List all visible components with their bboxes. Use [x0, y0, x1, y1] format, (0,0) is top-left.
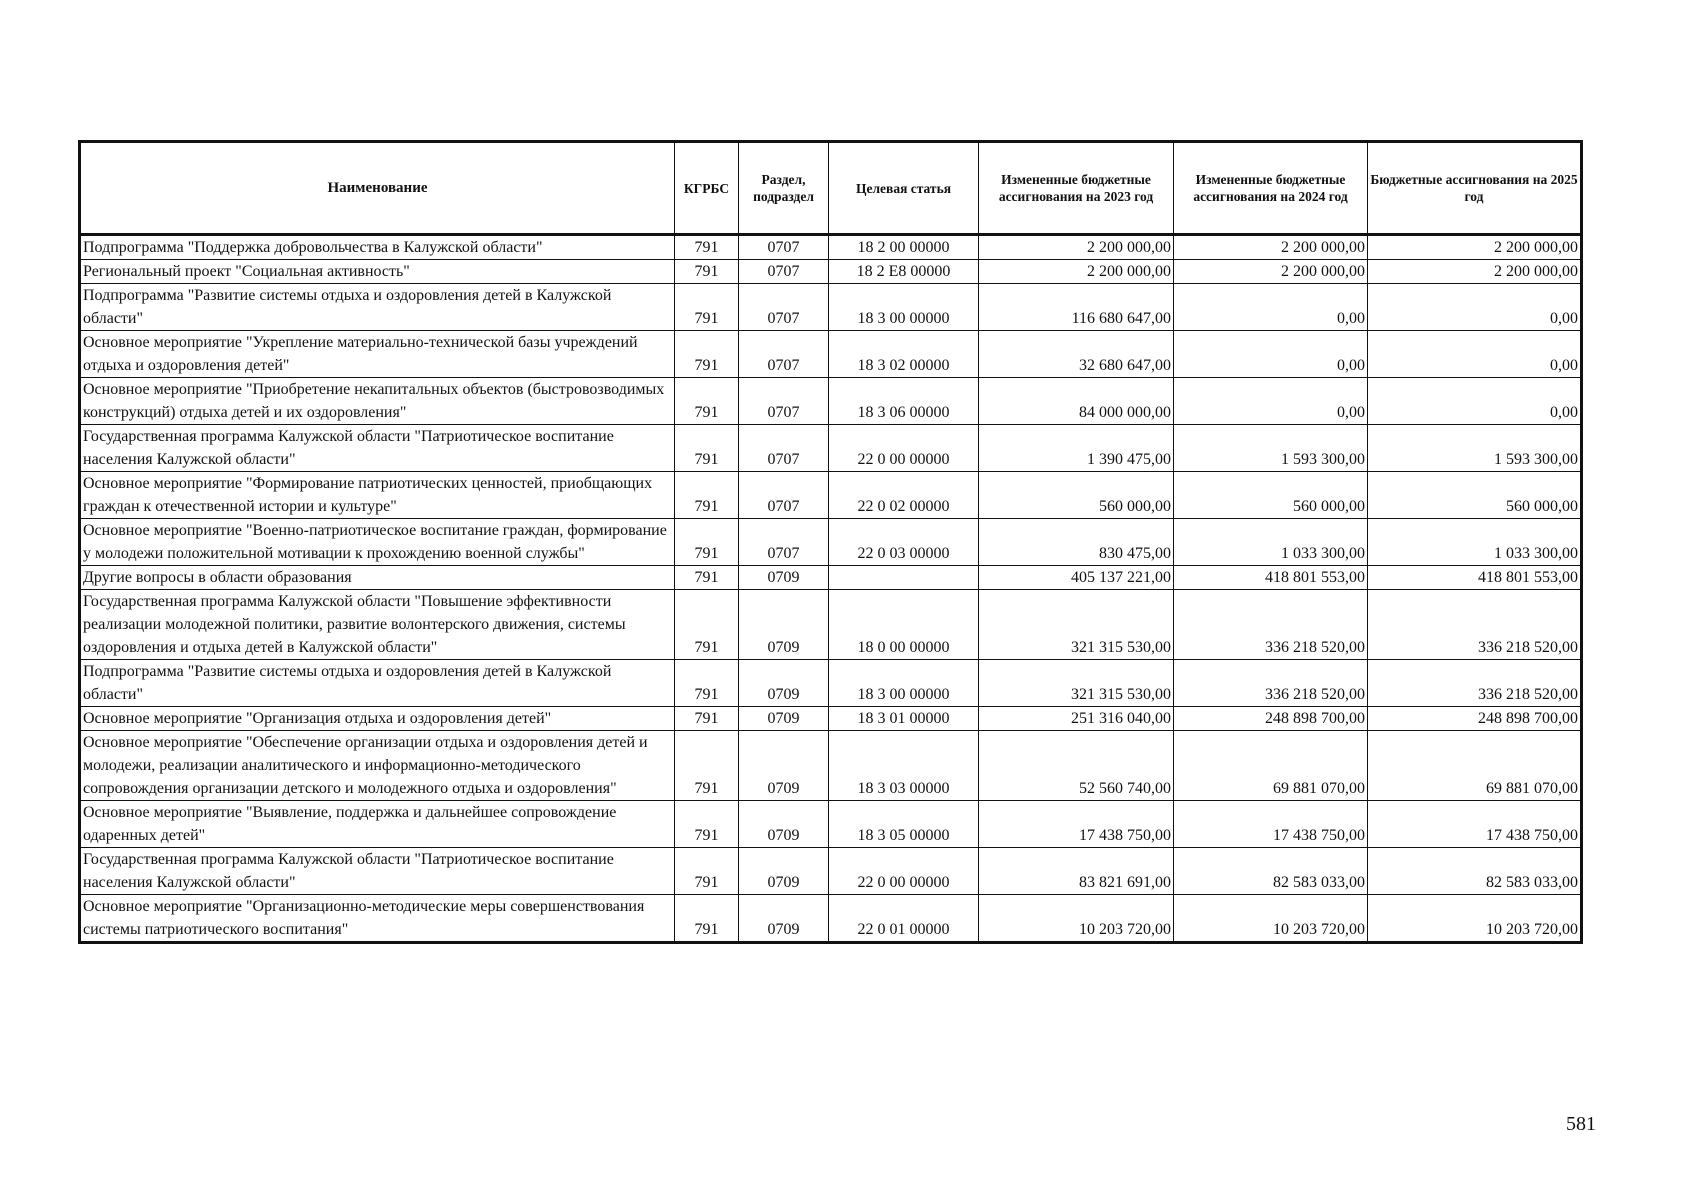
cell-name: Основное мероприятие "Укрепление материально-технической базы учреждений отдыха и оздоровления детей": [80, 331, 675, 378]
cell-target: 22 0 00 00000: [829, 425, 979, 472]
cell-target: 18 2 00 00000: [829, 235, 979, 260]
cell-2024: 0,00: [1174, 378, 1368, 425]
cell-2024: 248 898 700,00: [1174, 707, 1368, 731]
cell-2024: 336 218 520,00: [1174, 590, 1368, 660]
header-2024: Измененные бюджетные ассигнования на 2024 год: [1174, 142, 1368, 235]
cell-target: 18 3 00 00000: [829, 284, 979, 331]
cell-target: 22 0 03 00000: [829, 519, 979, 566]
cell-section: 0707: [739, 284, 829, 331]
cell-section: 0709: [739, 801, 829, 848]
cell-2023: 17 438 750,00: [979, 801, 1174, 848]
cell-2025: 17 438 750,00: [1368, 801, 1582, 848]
cell-kgrbs: 791: [675, 590, 739, 660]
cell-2024: 10 203 720,00: [1174, 895, 1368, 943]
table-row: [80, 284, 1582, 331]
cell-kgrbs: 791: [675, 378, 739, 425]
cell-target: 18 0 00 00000: [829, 590, 979, 660]
cell-section: 0707: [739, 331, 829, 378]
cell-2023: 2 200 000,00: [979, 260, 1174, 284]
cell-2025: 69 881 070,00: [1368, 731, 1582, 801]
cell-2025: 10 203 720,00: [1368, 895, 1582, 943]
table-row: [80, 566, 1582, 590]
cell-2024: 69 881 070,00: [1174, 731, 1368, 801]
cell-section: 0707: [739, 472, 829, 519]
cell-kgrbs: 791: [675, 425, 739, 472]
cell-name: Региональный проект "Социальная активность": [80, 260, 675, 284]
table-row: [80, 472, 1582, 519]
cell-target: 18 2 E8 00000: [829, 260, 979, 284]
budget-table: [78, 140, 1583, 944]
cell-kgrbs: 791: [675, 707, 739, 731]
cell-kgrbs: 791: [675, 848, 739, 895]
header-2023: Измененные бюджетные ассигнования на 2023 год: [979, 142, 1174, 235]
table-row: [80, 660, 1582, 707]
cell-section: 0709: [739, 660, 829, 707]
cell-2023: 1 390 475,00: [979, 425, 1174, 472]
header-section: Раздел, подраздел: [739, 142, 829, 235]
cell-target: 18 3 03 00000: [829, 731, 979, 801]
cell-name: Государственная программа Калужской области "Патриотическое воспитание населения Калужской области": [80, 425, 675, 472]
table-row: [80, 848, 1582, 895]
cell-kgrbs: 791: [675, 284, 739, 331]
cell-2024: 2 200 000,00: [1174, 235, 1368, 260]
table-row: [80, 707, 1582, 731]
cell-name: Подпрограмма "Поддержка добровольчества в Калужской области": [80, 235, 675, 260]
table-row: [80, 378, 1582, 425]
table-row: [80, 331, 1582, 378]
cell-2023: 52 560 740,00: [979, 731, 1174, 801]
cell-section: 0709: [739, 731, 829, 801]
cell-2025: 82 583 033,00: [1368, 848, 1582, 895]
cell-name: Основное мероприятие "Военно-патриотическое воспитание граждан, формирование у молодежи положительной мотивации к прохождению военной службы": [80, 519, 675, 566]
table-row: [80, 235, 1582, 260]
cell-2023: 321 315 530,00: [979, 660, 1174, 707]
cell-name: Основное мероприятие "Организационно-методические меры совершенствования системы патриотического воспитания": [80, 895, 675, 943]
cell-name: Основное мероприятие "Формирование патриотических ценностей, приобщающих граждан к отечественной истории и культуре": [80, 472, 675, 519]
cell-2025: 0,00: [1368, 284, 1582, 331]
cell-2023: 251 316 040,00: [979, 707, 1174, 731]
cell-name: Основное мероприятие "Обеспечение организации отдыха и оздоровления детей и молодежи, реализации аналитического и информационно-методического сопровождения организации детского и молодежного отдыха и оздоровления": [80, 731, 675, 801]
cell-section: 0707: [739, 425, 829, 472]
cell-name: Государственная программа Калужской области "Патриотическое воспитание населения Калужской области": [80, 848, 675, 895]
cell-2023: 560 000,00: [979, 472, 1174, 519]
cell-2025: 1 033 300,00: [1368, 519, 1582, 566]
page-number: 581: [1566, 1113, 1596, 1135]
cell-name: Основное мероприятие "Приобретение некапитальных объектов (быстровозводимых конструкций) отдыха детей и их оздоровления": [80, 378, 675, 425]
cell-name: Другие вопросы в области образования: [80, 566, 675, 590]
cell-target: 18 3 00 00000: [829, 660, 979, 707]
cell-2025: 336 218 520,00: [1368, 590, 1582, 660]
cell-2025: 2 200 000,00: [1368, 235, 1582, 260]
cell-2025: 2 200 000,00: [1368, 260, 1582, 284]
cell-kgrbs: 791: [675, 519, 739, 566]
table-row: [80, 260, 1582, 284]
cell-2023: 32 680 647,00: [979, 331, 1174, 378]
cell-2023: 321 315 530,00: [979, 590, 1174, 660]
table-row: [80, 425, 1582, 472]
cell-2025: 336 218 520,00: [1368, 660, 1582, 707]
cell-2023: 405 137 221,00: [979, 566, 1174, 590]
cell-2025: 0,00: [1368, 378, 1582, 425]
cell-section: 0707: [739, 519, 829, 566]
cell-2024: 0,00: [1174, 284, 1368, 331]
cell-kgrbs: 791: [675, 566, 739, 590]
cell-2025: 0,00: [1368, 331, 1582, 378]
cell-name: Подпрограмма "Развитие системы отдыха и оздоровления детей в Калужской области": [80, 284, 675, 331]
cell-2024: 1 033 300,00: [1174, 519, 1368, 566]
cell-name: Основное мероприятие "Организация отдыха и оздоровления детей": [80, 707, 675, 731]
cell-kgrbs: 791: [675, 235, 739, 260]
cell-kgrbs: 791: [675, 331, 739, 378]
cell-target: 22 0 01 00000: [829, 895, 979, 943]
header-kgrbs: КГРБС: [675, 142, 739, 235]
cell-2024: 1 593 300,00: [1174, 425, 1368, 472]
cell-2025: 248 898 700,00: [1368, 707, 1582, 731]
cell-section: 0709: [739, 848, 829, 895]
cell-section: 0707: [739, 235, 829, 260]
cell-section: 0709: [739, 895, 829, 943]
header-name: Наименование: [80, 142, 675, 235]
cell-kgrbs: 791: [675, 895, 739, 943]
cell-2023: 10 203 720,00: [979, 895, 1174, 943]
cell-kgrbs: 791: [675, 660, 739, 707]
cell-kgrbs: 791: [675, 731, 739, 801]
cell-section: 0709: [739, 590, 829, 660]
header-target: Целевая статья: [829, 142, 979, 235]
cell-2024: 418 801 553,00: [1174, 566, 1368, 590]
cell-2025: 418 801 553,00: [1368, 566, 1582, 590]
table-row: [80, 731, 1582, 801]
cell-2023: 84 000 000,00: [979, 378, 1174, 425]
table-row: [80, 895, 1582, 943]
cell-section: 0709: [739, 566, 829, 590]
cell-2025: 1 593 300,00: [1368, 425, 1582, 472]
cell-2024: 336 218 520,00: [1174, 660, 1368, 707]
table-row: [80, 519, 1582, 566]
cell-2025: 560 000,00: [1368, 472, 1582, 519]
table-row: [80, 801, 1582, 848]
cell-name: Государственная программа Калужской области "Повышение эффективности реализации молодежной политики, развитие волонтерского движения, системы оздоровления и отдыха детей в Калужской области": [80, 590, 675, 660]
table-header-row: [80, 142, 1582, 235]
cell-target: 22 0 00 00000: [829, 848, 979, 895]
cell-target: [829, 566, 979, 590]
table-row: [80, 590, 1582, 660]
cell-target: 18 3 05 00000: [829, 801, 979, 848]
cell-2023: 2 200 000,00: [979, 235, 1174, 260]
cell-kgrbs: 791: [675, 472, 739, 519]
cell-2023: 116 680 647,00: [979, 284, 1174, 331]
cell-2024: 560 000,00: [1174, 472, 1368, 519]
cell-2024: 2 200 000,00: [1174, 260, 1368, 284]
cell-target: 18 3 02 00000: [829, 331, 979, 378]
cell-2024: 17 438 750,00: [1174, 801, 1368, 848]
cell-name: Подпрограмма "Развитие системы отдыха и оздоровления детей в Калужской области": [80, 660, 675, 707]
cell-target: 18 3 01 00000: [829, 707, 979, 731]
cell-2024: 82 583 033,00: [1174, 848, 1368, 895]
cell-target: 18 3 06 00000: [829, 378, 979, 425]
cell-section: 0707: [739, 260, 829, 284]
header-2025: Бюджетные ассигнования на 2025 год: [1368, 142, 1582, 235]
cell-2023: 830 475,00: [979, 519, 1174, 566]
cell-kgrbs: 791: [675, 801, 739, 848]
budget-table-container: [78, 140, 1580, 944]
cell-2023: 83 821 691,00: [979, 848, 1174, 895]
cell-kgrbs: 791: [675, 260, 739, 284]
cell-target: 22 0 02 00000: [829, 472, 979, 519]
cell-section: 0707: [739, 378, 829, 425]
cell-name: Основное мероприятие "Выявление, поддержка и дальнейшее сопровождение одаренных детей": [80, 801, 675, 848]
cell-2024: 0,00: [1174, 331, 1368, 378]
cell-section: 0709: [739, 707, 829, 731]
table-body: [80, 235, 1582, 943]
